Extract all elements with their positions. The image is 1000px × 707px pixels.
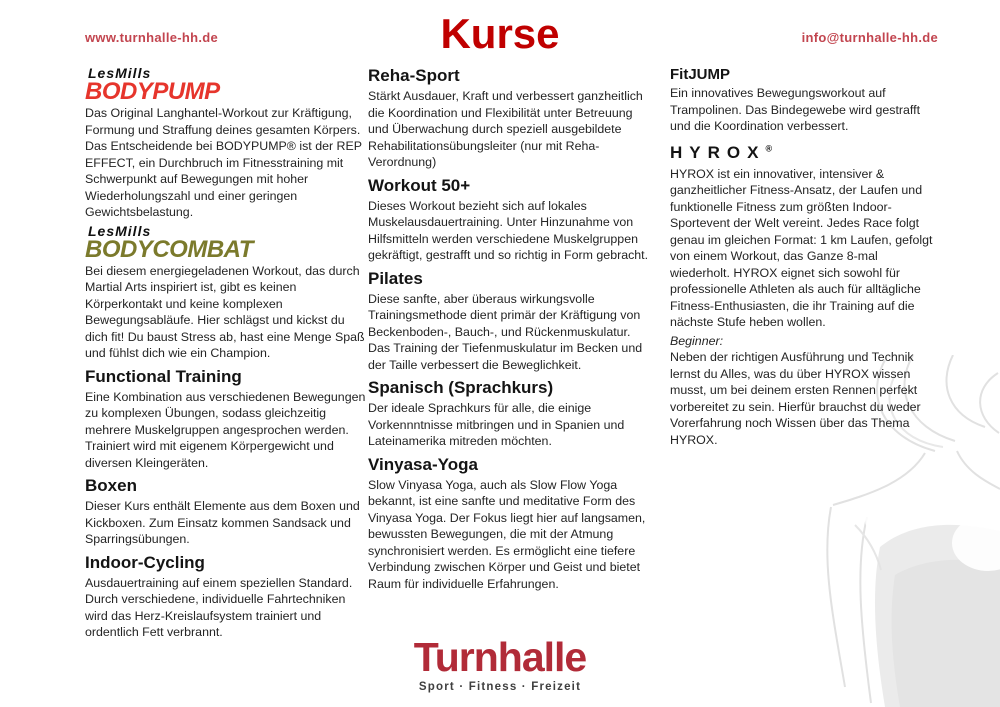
fitjump-description: Ein innovatives Bewegungsworkout auf Trampolinen. Das Bindegewebe wird gestrafft und die Koordination verbessert. xyxy=(670,86,921,133)
indoor-cycling-description: Ausdauertraining auf einem speziellen Standard. Durch verschiedene, individuelle Fahrtechniken wird das Herz-Kreislaufsystem trainiert und ordentlich Fett verbrannt. xyxy=(85,575,353,639)
indoor-cycling-title: Indoor-Cycling xyxy=(85,552,205,572)
lesmills-logo: LesMills xyxy=(88,222,152,239)
spanisch-description: Der ideale Sprachkurs für alle, die einige Vorkennntnisse mitbringen und in Spanien und Lateinamerika mitreden möchten. xyxy=(368,401,625,448)
section-boxen xyxy=(85,476,368,548)
vinyasa-yoga-description: Slow Vinyasa Yoga, auch als Slow Flow Yoga bekannt, ist eine sanfte und meditative Form des Vinyasa Yoga. Der Fokus liegt hier auf langsamen, bewussten Bewegungen, die mit der Atmung synchronisiert werden. Es ermöglicht eine tiefere Verbindung zwischen Körper und Geist und bietet Raum für individuelle Erfahrungen. xyxy=(368,477,646,591)
footer xyxy=(0,636,1000,693)
page-title: Kurse xyxy=(440,10,560,57)
section-fitjump xyxy=(670,66,940,135)
boxen-description: Dieser Kurs enthält Elemente aus dem Boxen und Kickboxen. Zum Einsatz kommen Sandsack und Sparringsübungen. xyxy=(85,499,360,546)
section-workout-50plus xyxy=(368,176,655,264)
hyrox-beginner-label: Beginner: xyxy=(670,333,724,348)
section-indoor-cycling xyxy=(85,553,368,641)
functional-training-description: Eine Kombination aus verschiedenen Bewegungen zu komplexen Übungen, sodass gleichzeitig mehrere Muskelgruppen angesprochen werden. Trainiert wird mit eigenem Körpergewicht und diversen Kleingeräten. xyxy=(85,389,366,470)
bodypump-description: Das Original Langhantel-Workout zur Kräftigung, Formung und Straffung deines gesamten Körpers. Das Entscheidende bei BODYPUMP® ist der REP EFFECT, ein Durchbruch im Fitnesstraining mit Schwerpunkt auf Bewegungen mit hoher Wiederholungszahl und einer geringen Gewichtsbelastung. xyxy=(85,106,362,219)
section-vinyasa-yoga xyxy=(368,455,655,593)
section-bodypump xyxy=(85,66,368,221)
website-link[interactable]: www.turnhalle-hh.de xyxy=(85,30,219,45)
column-middle xyxy=(368,66,655,644)
lesmills-logo: LesMills xyxy=(88,65,152,81)
functional-training-title: Functional Training xyxy=(85,366,242,386)
section-functional-training xyxy=(85,367,368,472)
section-pilates xyxy=(368,269,655,374)
reha-sport-title: Reha-Sport xyxy=(368,66,460,85)
reha-sport-description: Stärkt Ausdauer, Kraft und verbessert ganzheitlich die Koordination und Flexibilität unter Betreuung und Überwachung durch speziell ausgebildete Rehabilitationsübungsleiter (nur mit Reha-Verordnung) xyxy=(368,89,643,169)
turnhalle-tagline: Sport · Fitness · Freizeit xyxy=(418,681,582,693)
section-hyrox xyxy=(670,143,940,449)
hyrox-beginner-description: Neben der richtigen Ausführung und Technik lernst du Alles, was du über HYROX wissen musst, um bei deinem ersten Rennen perfekt vorbereitet zu sein. Hierfür brauchst du weder Vorerfahrung noch Wissen über das Thema HYROX. xyxy=(670,350,921,447)
bodycombat-wordmark: BODYCOMBAT xyxy=(85,235,253,263)
vinyasa-yoga-title: Vinyasa-Yoga xyxy=(368,454,478,474)
fitjump-title: FitJUMP xyxy=(670,66,730,83)
turnhalle-logo: Turnhalle xyxy=(413,634,587,680)
bodycombat-description: Bei diesem energiegeladenen Workout, das durch Martial Arts inspiriert ist, gibt es keinen Körperkontakt und keine komplexen Bewegungsabläufe. Hier schlägst und kickst du dich fit! Du baust Stress ab, hast eine Menge Spaß und fühlst dich wie ein Champion. xyxy=(85,263,365,360)
email-link[interactable]: info@turnhalle-hh.de xyxy=(801,30,938,45)
bodypump-wordmark: BODYPUMP xyxy=(85,78,220,105)
pilates-description: Diese sanfte, aber überaus wirkungsvolle Trainingsmethode dient primär der Kräftigung von Beckenboden-, Bauch-, und Rückenmuskulatur. Das Training der Tiefenmuskulatur im Becken und der Taille verbessert die Beweglichkeit. xyxy=(368,291,643,372)
hyrox-title-text: HYROX xyxy=(670,142,766,162)
section-reha-sport xyxy=(368,66,655,171)
course-columns xyxy=(85,66,945,644)
column-left xyxy=(85,66,368,644)
hyrox-title xyxy=(670,143,940,163)
workout-50plus-description: Dieses Workout bezieht sich auf lokales Muskelausdauertraining. Unter Hinzunahme von Hilfsmitteln werden verschiedene Muskelgruppen gekräftigt, gestrafft und so richtig in Form gebracht. xyxy=(368,198,649,262)
spanisch-title: Spanisch (Sprachkurs) xyxy=(368,378,554,397)
column-right xyxy=(670,66,940,644)
boxen-title: Boxen xyxy=(85,476,137,495)
workout-50plus-title: Workout 50+ xyxy=(368,175,471,195)
section-bodycombat xyxy=(85,224,368,362)
hyrox-description: HYROX ist ein innovativer, intensiver & ganzheitlicher Fitness-Ansatz, der Laufen und funktionelle Fitness zum größten Indoor-Sportevent der Welt vereint. Jedes Race folgt genau im gleichen Format: 1 km Laufen, gefolgt von einem Workout, das Ganze 8-mal wiederholt. HYROX eignet sich sowohl für professionelle Athleten als auch für alltägliche Fitness-Enthusiasten, die ihr Training auf die nächste Stufe heben wollen. xyxy=(670,166,933,329)
section-spanisch xyxy=(368,378,655,450)
registered-trademark-symbol: ® xyxy=(765,142,773,153)
pilates-title: Pilates xyxy=(368,268,423,288)
